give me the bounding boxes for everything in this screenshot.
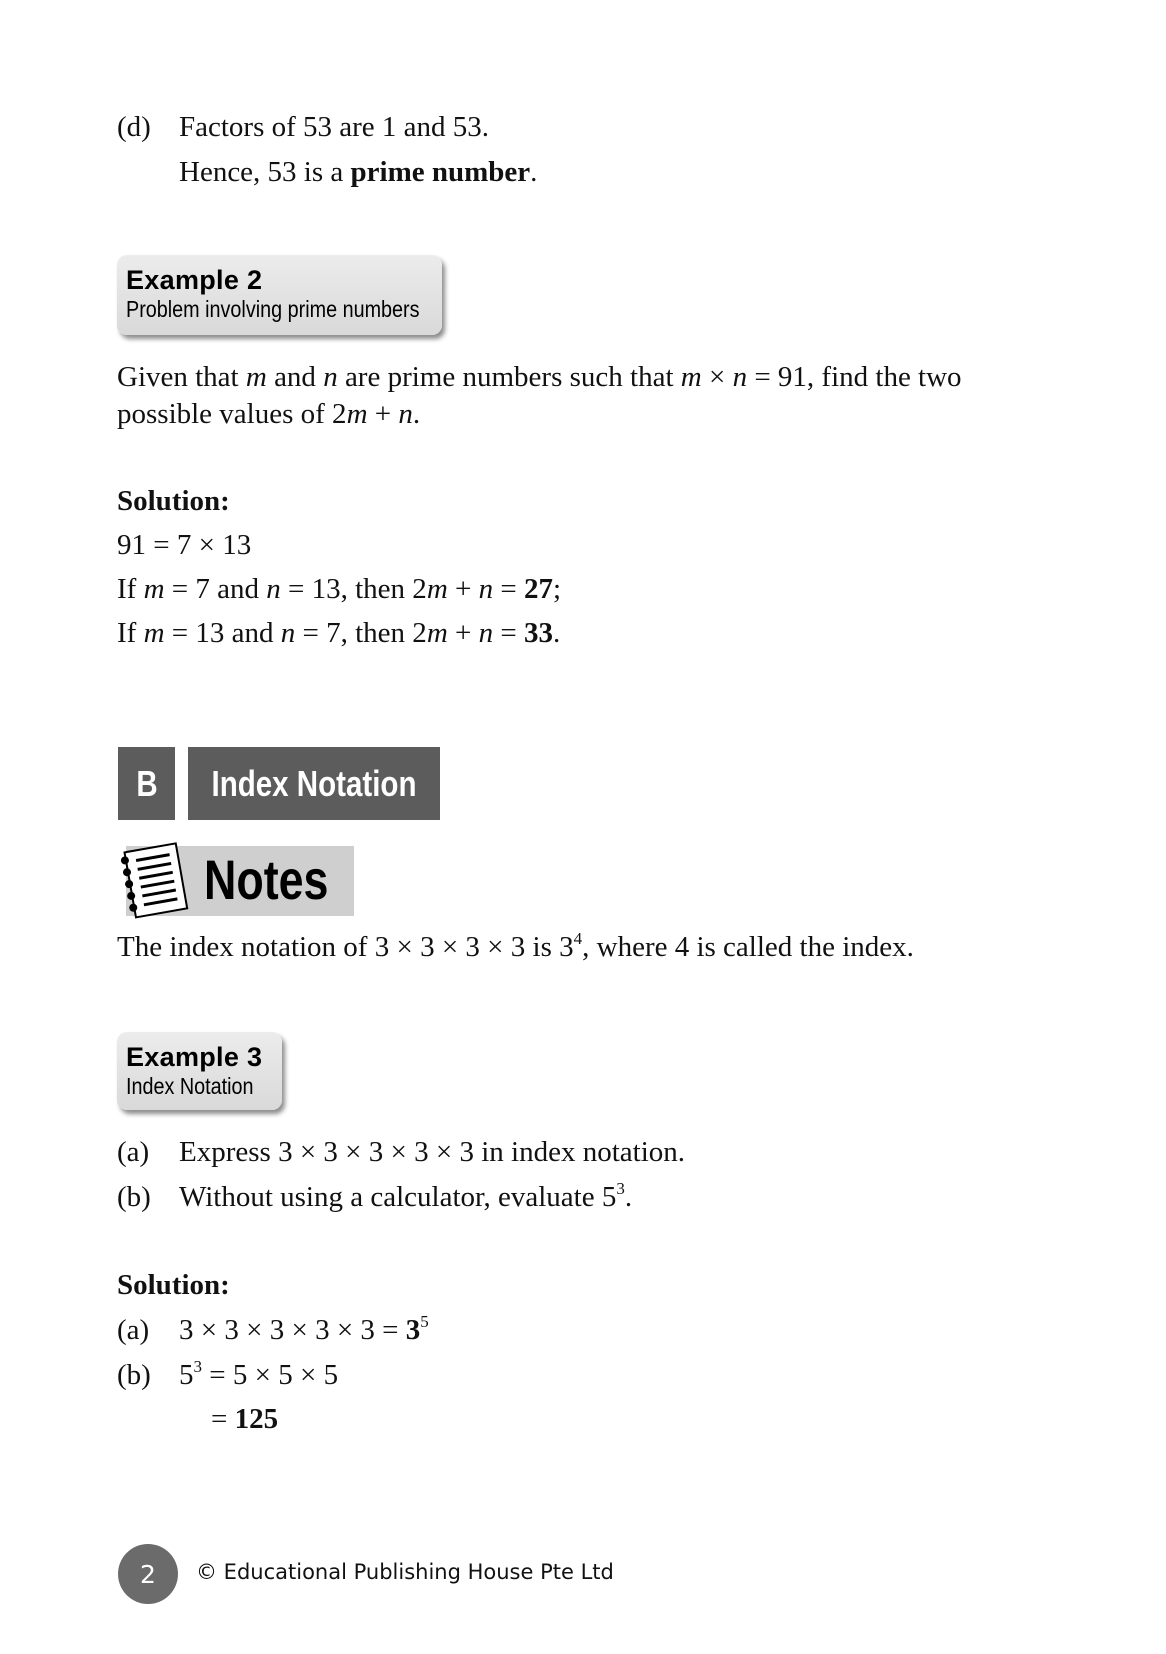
example-2-solution-line1: 91 = 7 × 13 xyxy=(117,529,252,561)
text: = xyxy=(493,617,524,649)
text: = 5 × 5 × 5 xyxy=(202,1359,339,1391)
example-2-question-line1 xyxy=(117,360,962,394)
example-3-subtitle: Index Notation xyxy=(126,1073,254,1099)
text: . xyxy=(530,156,538,188)
section-title: Index Notation xyxy=(211,762,417,804)
section-title-box xyxy=(188,747,440,820)
var-m: m xyxy=(143,617,165,649)
var-m: m xyxy=(245,361,267,393)
notes-banner xyxy=(118,841,358,917)
notes-text xyxy=(117,930,914,964)
text: . xyxy=(412,398,421,430)
superscript: 4 xyxy=(573,929,583,948)
text: = 7, then 2 xyxy=(295,617,427,649)
text: Given that xyxy=(117,361,246,393)
example-3-solution-b-line2 xyxy=(211,1402,278,1436)
example-3-box xyxy=(117,1032,282,1110)
text: 5 xyxy=(179,1359,194,1391)
result-27: 27 xyxy=(523,573,553,605)
superscript: 5 xyxy=(420,1312,429,1331)
result-125: 125 xyxy=(234,1403,279,1435)
var-m: m xyxy=(426,617,448,649)
var-m: m xyxy=(346,398,368,430)
superscript: 3 xyxy=(193,1357,202,1376)
example-2-title: Example 2 xyxy=(126,265,263,295)
text: If xyxy=(117,617,144,649)
part-label: (a) xyxy=(117,1314,150,1346)
var-n: n xyxy=(280,617,296,649)
text: + xyxy=(367,398,399,430)
example-2-subtitle: Problem involving prime numbers xyxy=(126,296,420,322)
result-33: 33 xyxy=(523,617,553,649)
var-n: n xyxy=(478,617,494,649)
var-m: m xyxy=(143,573,165,605)
text: = 13, then 2 xyxy=(280,573,427,605)
var-m: m xyxy=(680,361,702,393)
copyright-text: © Educational Publishing House Pte Ltd xyxy=(196,1560,614,1584)
var-n: n xyxy=(732,361,748,393)
example-3-question-b xyxy=(117,1180,632,1214)
example-3-solution-heading: Solution: xyxy=(117,1269,230,1301)
var-n: n xyxy=(398,398,413,430)
result-base: 3 xyxy=(405,1314,421,1346)
text: Express 3 × 3 × 3 × 3 × 3 in index notation. xyxy=(179,1136,686,1168)
example-2-solution-line2 xyxy=(117,572,561,606)
text: are prime numbers such that xyxy=(337,361,681,393)
page-number-text: 2 xyxy=(140,1559,156,1589)
example-2-solution-line3 xyxy=(117,616,560,650)
part-label: (d) xyxy=(117,111,151,143)
prime-number-bold: prime number xyxy=(350,156,531,188)
text: , where 4 is called the index. xyxy=(582,931,914,963)
text: The index notation of 3 × 3 × 3 × 3 is 3 xyxy=(117,931,574,963)
part-d-line1 xyxy=(117,110,489,144)
part-d-text: Factors of 53 are 1 and 53. xyxy=(179,111,490,143)
text: Without using a calculator, evaluate 5 xyxy=(179,1181,617,1213)
part-d-line2 xyxy=(179,155,537,189)
text: If xyxy=(117,573,144,605)
text: = 7 and xyxy=(164,573,267,605)
example-2-question-line2 xyxy=(117,397,420,431)
text: 3 × 3 × 3 × 3 × 3 = xyxy=(179,1314,406,1346)
part-label: (b) xyxy=(117,1359,151,1391)
text: . xyxy=(552,617,561,649)
example-3-solution-b xyxy=(117,1358,338,1392)
notepad-icon xyxy=(118,841,198,921)
example-2-solution-heading: Solution: xyxy=(117,485,230,517)
example-2-box xyxy=(117,255,442,335)
text: × xyxy=(701,361,733,393)
text: = xyxy=(493,573,524,605)
var-n: n xyxy=(323,361,338,393)
part-label: (a) xyxy=(117,1136,150,1168)
superscript: 3 xyxy=(616,1179,625,1198)
var-m: m xyxy=(426,573,448,605)
text: = xyxy=(211,1403,235,1435)
example-3-question-a xyxy=(117,1135,685,1169)
section-letter: B xyxy=(135,762,158,804)
notes-label: Notes xyxy=(204,848,329,911)
text: ; xyxy=(552,573,562,605)
text: + xyxy=(447,573,479,605)
text: + xyxy=(447,617,479,649)
text: = 13 and xyxy=(164,617,281,649)
var-n: n xyxy=(266,573,281,605)
page-number xyxy=(118,1544,178,1604)
example-3-title: Example 3 xyxy=(126,1042,263,1072)
text: . xyxy=(624,1181,633,1213)
part-label: (b) xyxy=(117,1181,151,1213)
text: possible values of 2 xyxy=(117,398,347,430)
example-3-solution-a xyxy=(117,1313,429,1347)
section-letter-box xyxy=(118,747,175,820)
var-n: n xyxy=(478,573,494,605)
text: = 91, find the two xyxy=(747,361,962,393)
text: Hence, 53 is a xyxy=(179,156,351,188)
text: and xyxy=(266,361,324,393)
